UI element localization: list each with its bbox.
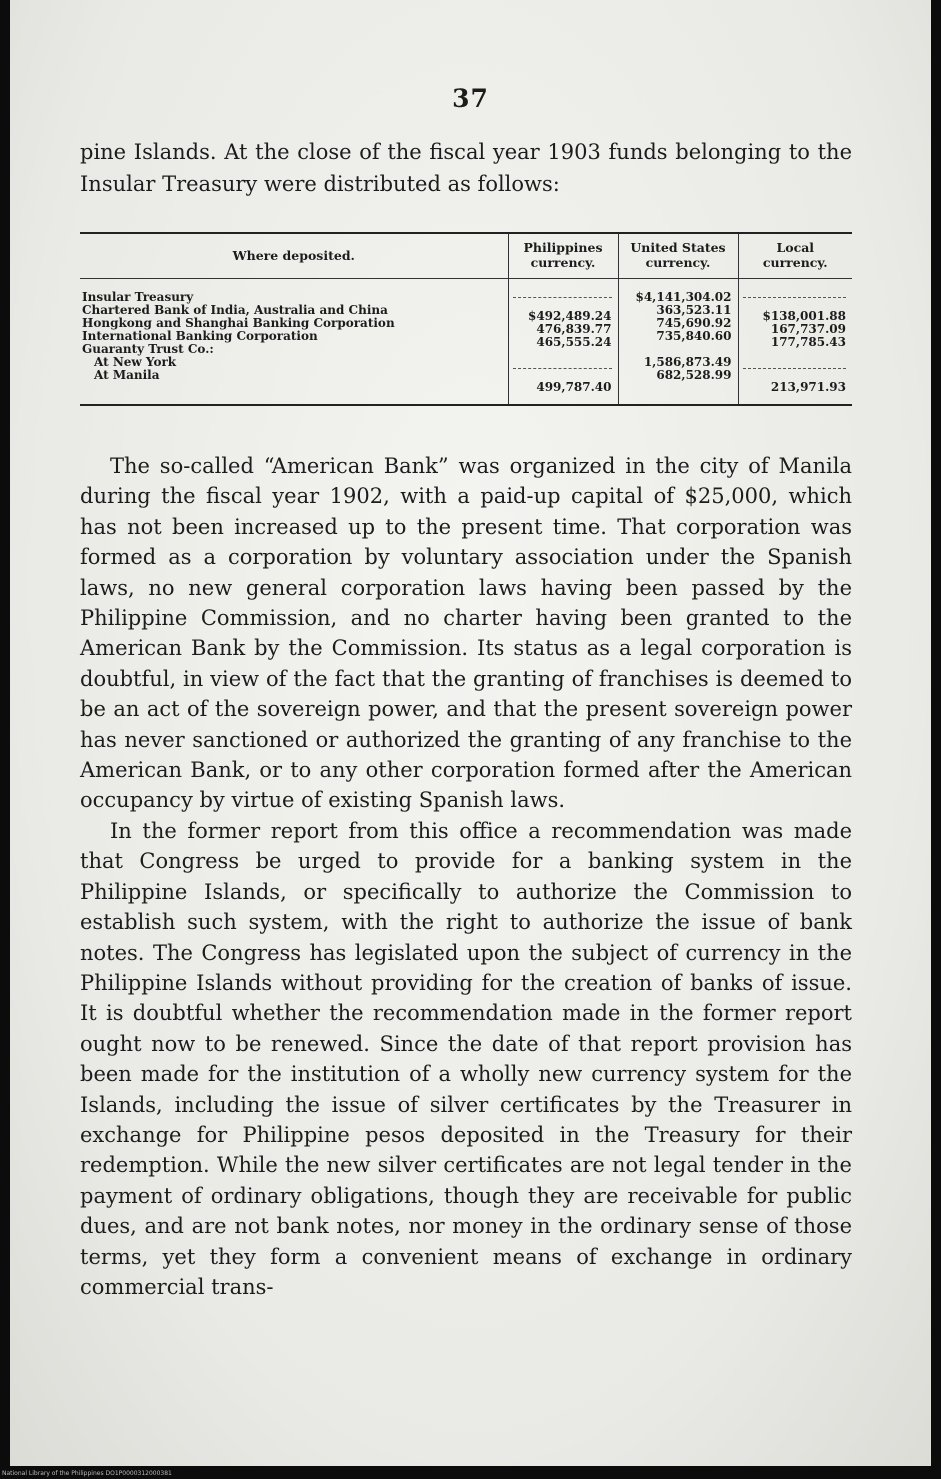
- deposits-table: [80, 232, 852, 406]
- header-us-currency: United States currency.: [618, 234, 738, 279]
- cell-local-manila: 213,971.93: [770, 381, 846, 394]
- paragraph-banking-system: In the former report from this office a recommendation was made that Congress be urged to provide for a banking system in the Philippine Islands, or specifically to authorize the Commission to establish such system, with the right to authorize the issue of bank notes. The Congress has legislated upon the subject of currency in the Philippine Islands without providing for the creation of banks of issue. It is doubtful whether the recommendation made in the former report ought now to be renewed. Since the date of that report provision has been made for the institution of a wholly new currency system for the Islands, including the issue of silver certificates by the Treasurer in exchange for Philippine pesos deposited in the Treasury for their redemption. While the new silver certificates are not legal tender in the payment of ordinary obligations, though they are receivable for public dues, and are not bank notes, nor money in the ordinary sense of those terms, yet they form a convenient means of exchange in ordinary commercial trans-: [80, 818, 852, 1299]
- scan-footer-note: National Library of the Philippines DO1P0000312000381: [2, 1470, 172, 1477]
- cell-local-international: 177,785.43: [770, 336, 846, 349]
- header-where-deposited: Where deposited.: [80, 234, 508, 279]
- cell-us-hongkong: 745,690.92: [656, 317, 732, 330]
- cell-us-international: 735,840.60: [656, 330, 732, 343]
- cell-us-chartered: 363,523.11: [656, 304, 732, 317]
- header-philippines-currency: Philippines currency.: [508, 234, 618, 279]
- row-label-at-manila: At Manila: [94, 369, 160, 382]
- page-number: 37: [452, 84, 489, 113]
- cell-philippines-manila: 499,787.40: [536, 381, 612, 394]
- intro-paragraph: pine Islands. At the close of the fiscal year 1903 funds belonging to the Insular Treasury were distributed as follows:: [80, 140, 852, 196]
- cell-philippines-chartered: $492,489.24: [527, 310, 612, 323]
- body-text: [80, 451, 852, 1302]
- empty-cell-dash: [743, 368, 847, 381]
- document-page: [10, 0, 931, 1466]
- cell-us-insular: $4,141,304.02: [635, 291, 732, 304]
- row-label-guaranty-trust: Guaranty Trust Co.:: [82, 343, 214, 356]
- header-local-currency: Local currency.: [738, 234, 852, 279]
- philippines-currency-column: [508, 279, 618, 405]
- local-currency-column: [738, 279, 852, 405]
- row-label-insular-treasury: Insular Treasury: [82, 291, 194, 304]
- row-label-international-banking: International Banking Corporation: [82, 330, 318, 343]
- cell-philippines-hongkong: 476,839.77: [536, 323, 612, 336]
- cell-us-new-york: 1,586,873.49: [643, 356, 732, 369]
- depository-column: [80, 279, 508, 405]
- cell-local-hongkong: 167,737.09: [770, 323, 846, 336]
- cell-philippines-international: 465,555.24: [536, 336, 612, 349]
- row-label-at-new-york: At New York: [94, 356, 177, 369]
- cell-us-manila: 682,528.99: [656, 369, 732, 382]
- empty-cell-dash: [513, 368, 612, 381]
- empty-cell-dash: [513, 297, 612, 310]
- cell-local-chartered: $138,001.88: [762, 310, 846, 323]
- empty-cell-dash: [743, 297, 847, 310]
- paragraph-american-bank: The so-called “American Bank” was organized in the city of Manila during the fiscal year 1902, with a paid-up capital of $25,000, which has not been increased up to the present time. That corporation was formed as a corporation by voluntary association under the Spanish laws, no new general corporation laws having been passed by the Philippine Commission, and no charter having been granted to the American Bank by the Commission. Its status as a legal corporation is doubtful, in view of the fact that the granting of franchises is deemed to be an act of the sovereign power, and that the present sovereign power has never sanctioned or authorized the granting of any franchise to the American Bank, or to any other corporation formed after the American occupancy by virtue of existing Spanish laws.: [80, 454, 852, 813]
- us-currency-column: [618, 279, 738, 405]
- row-label-chartered-bank: Chartered Bank of India, Australia and China: [82, 304, 388, 317]
- row-label-hongkong-shanghai: Hongkong and Shanghai Banking Corporation: [82, 317, 395, 330]
